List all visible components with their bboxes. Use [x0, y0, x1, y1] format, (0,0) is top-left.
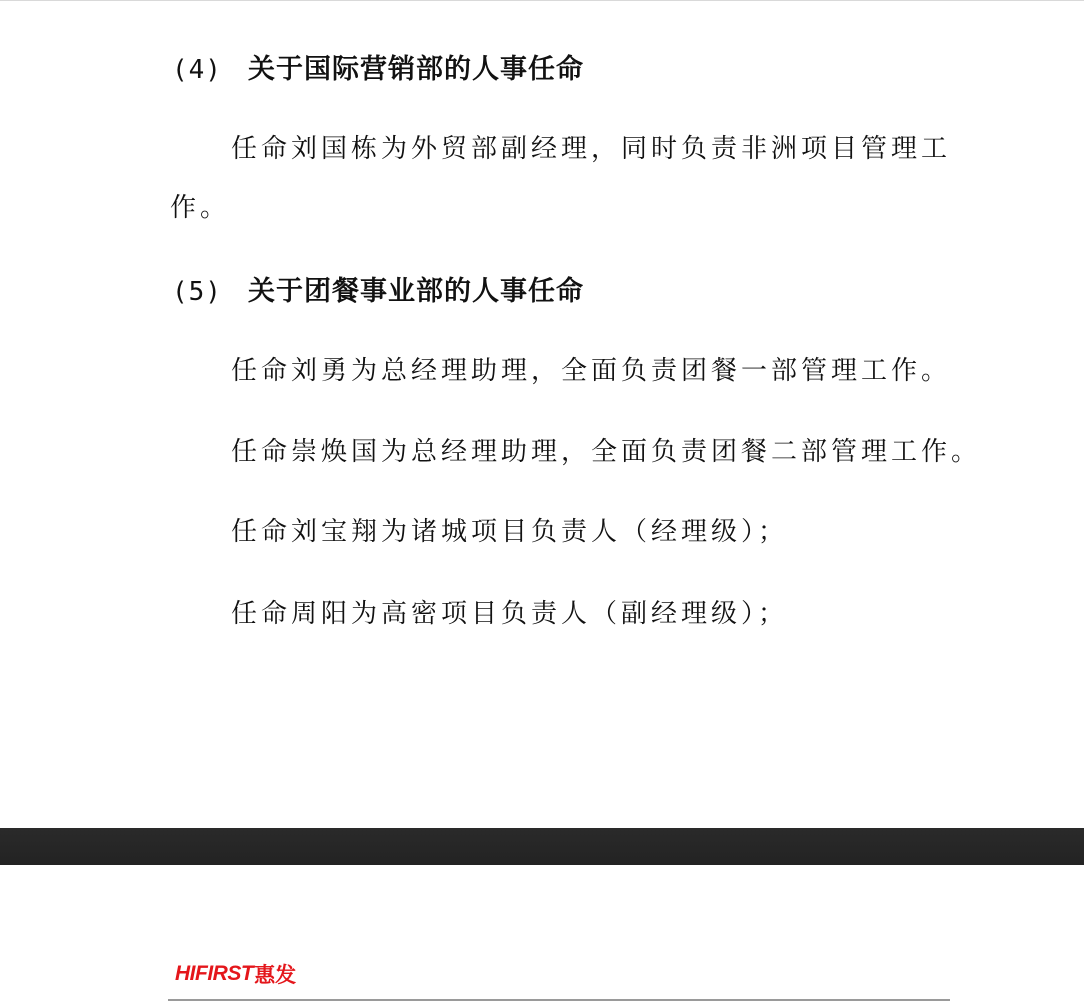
section-5-heading	[172, 269, 584, 308]
section-5-item-1: 任命刘勇为总经理助理，全面负责团餐一部管理工作。	[231, 356, 952, 386]
section-4-paragraph-line-1: 任命刘国栋为外贸部副经理，同时负责非洲项目管理工	[231, 134, 952, 164]
section-4-paragraph-line-2: 作。	[170, 193, 231, 223]
section-5-title: 关于团餐事业部的人事任命	[248, 276, 584, 307]
logo-text-en: HIFIRST	[175, 962, 254, 985]
section-5-item-3: 任命刘宝翔为诸城项目负责人（经理级）；	[231, 517, 789, 547]
section-5-number: (5)	[172, 277, 222, 307]
section-5-item-4: 任命周阳为高密项目负责人（副经理级）；	[231, 599, 789, 629]
page-separator-band	[0, 828, 1084, 865]
hifirst-logo	[175, 959, 296, 989]
section-4-heading	[172, 47, 584, 86]
header-rule	[168, 999, 950, 1001]
next-page-header	[0, 865, 1084, 1003]
section-4-number: (4)	[172, 55, 222, 85]
section-5-item-2: 任命崇焕国为总经理助理，全面负责团餐二部管理工作。	[231, 437, 982, 467]
logo-text-zh: 惠发	[254, 964, 297, 987]
section-4-title: 关于国际营销部的人事任命	[248, 54, 584, 85]
